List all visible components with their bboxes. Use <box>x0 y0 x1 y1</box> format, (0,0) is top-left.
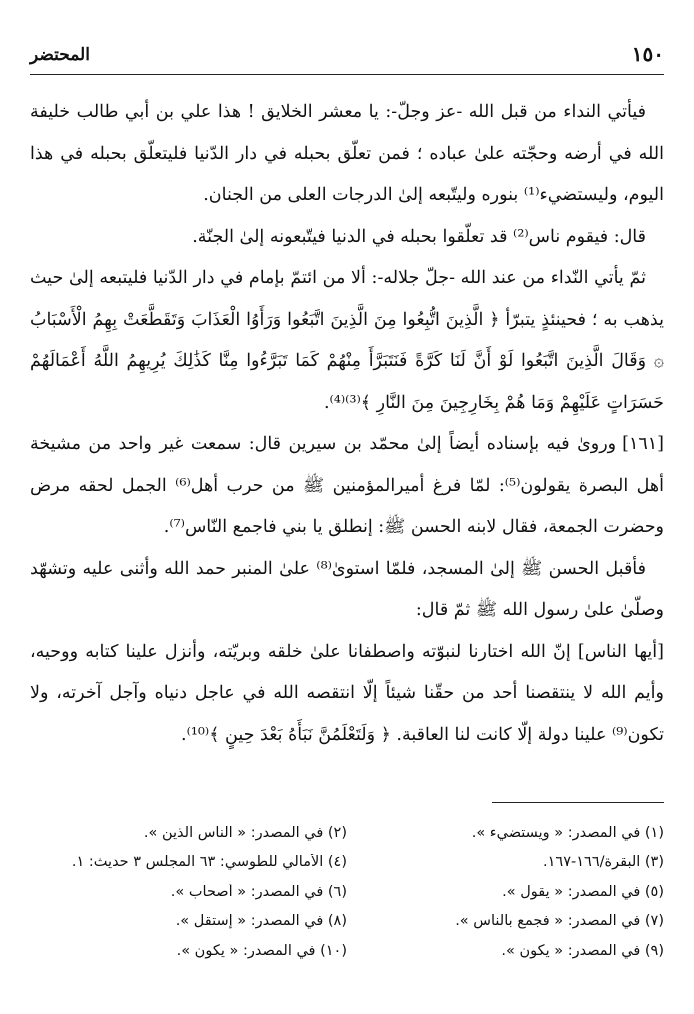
hadith-number: [١٦١] <box>622 434 664 454</box>
footnote: (٩) في المصدر: « يكون ». <box>501 942 664 959</box>
footnote-rule <box>492 802 664 803</box>
page-header <box>30 42 664 72</box>
paragraph: ثمّ يأتي النّداء من عند الله -جلّ جلاله-: ألا من ائتمّ بإمام في دار الدّنيا فليتبعه إلىٰ حيث يذهب به ؛ فحينئذٍ يتبرّأ ﴿ الَّذِينَ اتُّبِعُوا مِنَ الَّذِينَ اتَّبَعُوا وَرَأَوُا الْعَذَابَ وَتَقَطَّعَتْ بِهِمُ الْأَسْبَابُ ۞ وَقَالَ الَّذِينَ اتَّبَعُوا لَوْ أَنَّ لَنَا كَرَّةً فَنَتَبَرَّأَ مِنْهُمْ كَمَا تَبَرَّءُوا مِنَّا كَذَٰلِكَ يُرِيهِمُ اللَّهُ أَعْمَالَهُمْ حَسَرَاتٍ عَلَيْهِمْ وَمَا هُمْ بِخَارِجِينَ مِنَ النَّارِ ﴾⁽³⁾⁽⁴⁾. <box>30 268 664 413</box>
footnote: (٢) في المصدر: « الناس الذين ». <box>143 824 347 841</box>
footnote: (٦) في المصدر: « أصحاب ». <box>170 883 347 900</box>
paragraph: فأقبل الحسن ﷺ إلىٰ المسجد، فلمّا استوىٰ⁽⁸⁾ علىٰ المنبر حمد الله وأثنى عليه وتشهّد وصلّىٰ علىٰ رسول الله ﷺ ثمّ قال: <box>30 558 664 620</box>
book-page <box>30 0 664 1014</box>
footnote-row <box>30 907 664 937</box>
paragraph: قال: فيقوم ناس⁽²⁾ قد تعلّقوا بحبله في الدنيا فيتّبعونه إلىٰ الجنّة. <box>192 226 646 247</box>
footnotes <box>30 818 664 966</box>
page-number: ١٥٠ <box>631 42 664 66</box>
footnote: (٧) في المصدر: « فجمع بالناس ». <box>455 913 664 930</box>
footnote: (٣) البقرة/١٦٦-١٦٧. <box>543 854 664 871</box>
header-rule <box>30 74 664 75</box>
footnote-row <box>30 848 664 878</box>
paragraph: [١٦١]وروىٰ فيه بإسناده أيضاً إلىٰ محمّد بن سيرين قال: سمعت غير واحد من مشيخة أهل البصرة يقولون⁽⁵⁾: لمّا فرغ أميرالمؤمنين ﷺ من حرب أهل⁽⁶⁾ الجمل لحقه مرض وحضرت الجمعة، فقال لابنه الحسن ﷺ: إنطلق يا بني فاجمع النّاس⁽⁷⁾. <box>30 434 664 537</box>
footnote: (١٠) في المصدر: « يكون ». <box>176 942 347 959</box>
main-text <box>30 92 664 756</box>
footnote: (١) في المصدر: « ويستضيء ». <box>471 824 664 841</box>
footnote-row <box>30 877 664 907</box>
footnote: (٥) في المصدر: « يقول ». <box>502 883 664 900</box>
running-title: المحتضر <box>30 45 90 65</box>
paragraph: [أيها الناس] إنّ الله اختارنا لنبوّته واصطفانا علىٰ خلقه وبريّته، وأنزل علينا كتابه ووحيه، وأيم الله لا ينتقصنا أحد من حقّنا شيئاً إلّا انتقصه الله في عاجل دنياه وآجل آخرته، ولا تكون⁽⁹⁾ علينا دولة إلّا كانت لنا العاقبة. ﴿ وَلَتَعْلَمُنَّ نَبَأَهُ بَعْدَ حِينٍ ﴾⁽¹⁰⁾. <box>30 641 664 745</box>
footnote-row <box>30 818 664 848</box>
footnote-row <box>30 936 664 966</box>
footnote: (٤) الأمالي للطوسي: ٦٣ المجلس ٣ حديث: ١. <box>71 854 347 871</box>
footnote: (٨) في المصدر: « إستقل ». <box>175 913 347 930</box>
paragraph: فيأتي النداء من قبل الله -عز وجلّ-: يا معشر الخلايق ! هذا علي بن أبي طالب خليفة الله في أرضه وحجّته علىٰ عباده ؛ فمن تعلّق بحبله في دار الدّنيا فليتعلّق بحبله في هذا اليوم، وليستضيء⁽¹⁾ بنوره وليتّبعه إلىٰ الدرجات العلى من الجنان. <box>30 102 664 205</box>
